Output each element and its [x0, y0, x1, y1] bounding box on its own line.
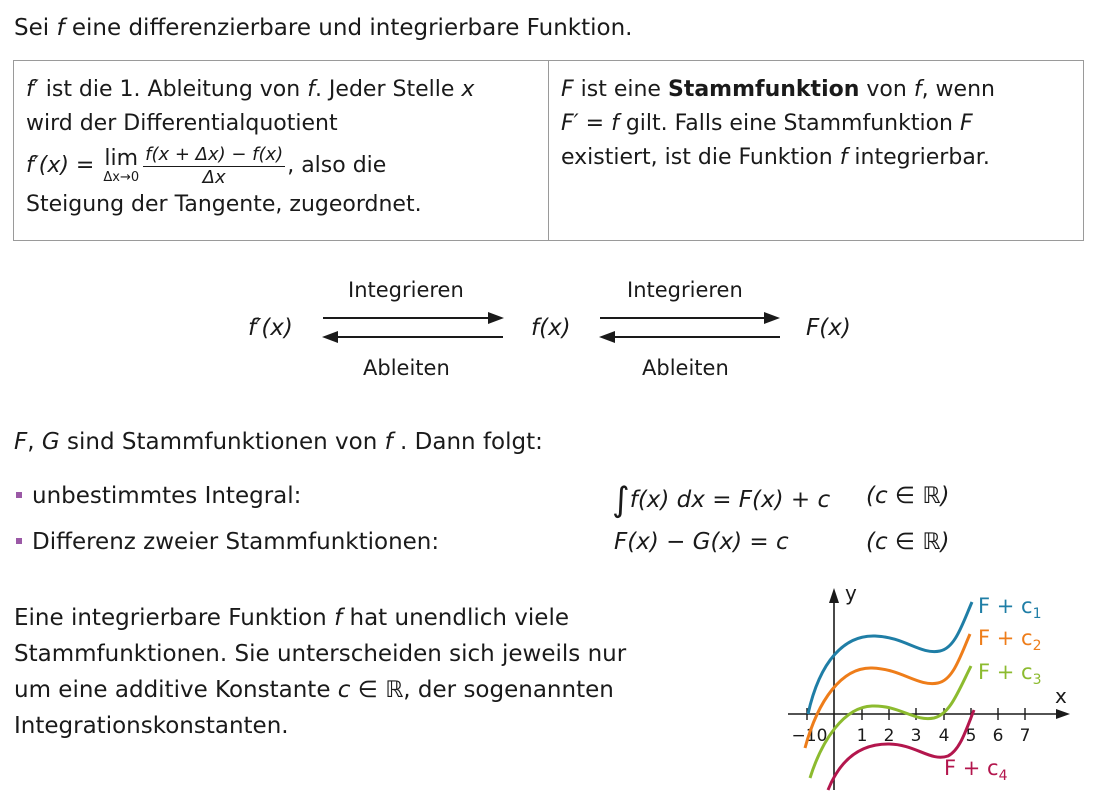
curve-label-c1: $F + c_1$	[978, 594, 1042, 622]
list-item-integral: unbestimmtes Integral:	[16, 482, 301, 510]
fraction: $\frac{f(x + \Delta x) - f(x)}{\Delta x}$	[145, 143, 284, 188]
node-derivative: f′(x)	[248, 315, 293, 341]
label-integrieren-2: Integrieren	[627, 278, 743, 302]
integral-condition: (c ∈ ℝ)	[866, 483, 950, 509]
antiderivative-line-2: F′ = f gilt. Falls eine Stammfunktion F	[561, 111, 973, 136]
curve-label-c4: $F + c_4$	[944, 756, 1008, 784]
label-integrieren-1: Integrieren	[348, 278, 464, 302]
integral-formula: ∫f(x) dx = F(x) + c	[612, 480, 831, 520]
x-axis-label: x	[1055, 684, 1067, 708]
tick-label: 7	[1019, 726, 1031, 746]
antiderivative-line-1: F ist eine Stammfunktion von f, wenn	[561, 77, 995, 102]
curve-label-c2: $F + c_2$	[978, 626, 1042, 654]
curve-c1	[808, 602, 972, 714]
derivative-line-4: Steigung der Tangente, zugeordnet.	[26, 192, 422, 217]
paragraph-line-3: um eine additive Konstante c ∈ ℝ, der sogenannten	[14, 677, 614, 703]
list-item-difference: Differenz zweier Stammfunktionen:	[16, 528, 439, 556]
intro-text: Sei f eine differenzierbare und integrierbare Funktion.	[14, 15, 633, 41]
integral-sign: ∫	[612, 480, 630, 520]
x-axis-arrow	[1056, 709, 1070, 719]
curve-label-c3: $F + c_3$	[978, 660, 1042, 688]
paragraph-line-4: Integrationskonstanten.	[14, 713, 289, 739]
tick-label: 0	[816, 726, 828, 746]
difference-formula: F(x) − G(x) = c	[614, 529, 789, 555]
difference-condition: (c ∈ ℝ)	[866, 529, 950, 555]
tick-label: 5	[965, 726, 977, 746]
y-axis-arrow	[829, 588, 839, 603]
derivative-line-1: f′ ist die 1. Ableitung von f. Jeder Stelle x	[26, 77, 475, 102]
difference-quotient: f′(x) = lim Δx→0 $\frac{f(x + \Delta x) - f(x)}{\Delta x}$ , also die	[26, 143, 387, 188]
node-antiderivative: F(x)	[806, 315, 851, 341]
node-function: f(x)	[531, 315, 571, 341]
label-ableiten-1: Ableiten	[363, 356, 450, 380]
limit-operator: lim Δx→0	[103, 146, 140, 185]
tick-label: 3	[910, 726, 922, 746]
antiderivative-line-3: existiert, ist die Funktion f integrierbar.	[561, 145, 990, 170]
label-ableiten-2: Ableiten	[642, 356, 729, 380]
paragraph-line-2: Stammfunktionen. Sie unterscheiden sich jeweils nur	[14, 641, 627, 667]
stamm-intro: F, G sind Stammfunktionen von f . Dann folgt:	[14, 429, 543, 455]
tick-label: −1	[791, 726, 817, 746]
derivative-line-2: wird der Differentialquotient	[26, 111, 338, 136]
tick-label: 2	[883, 726, 895, 746]
tick-label: 4	[938, 726, 950, 746]
y-axis-label: y	[845, 581, 857, 605]
tick-label: 1	[856, 726, 868, 746]
tick-label: 6	[992, 726, 1004, 746]
x-tick-labels	[791, 726, 1030, 746]
paragraph-line-1: Eine integrierbare Funktion f hat unendlich viele	[14, 605, 569, 631]
